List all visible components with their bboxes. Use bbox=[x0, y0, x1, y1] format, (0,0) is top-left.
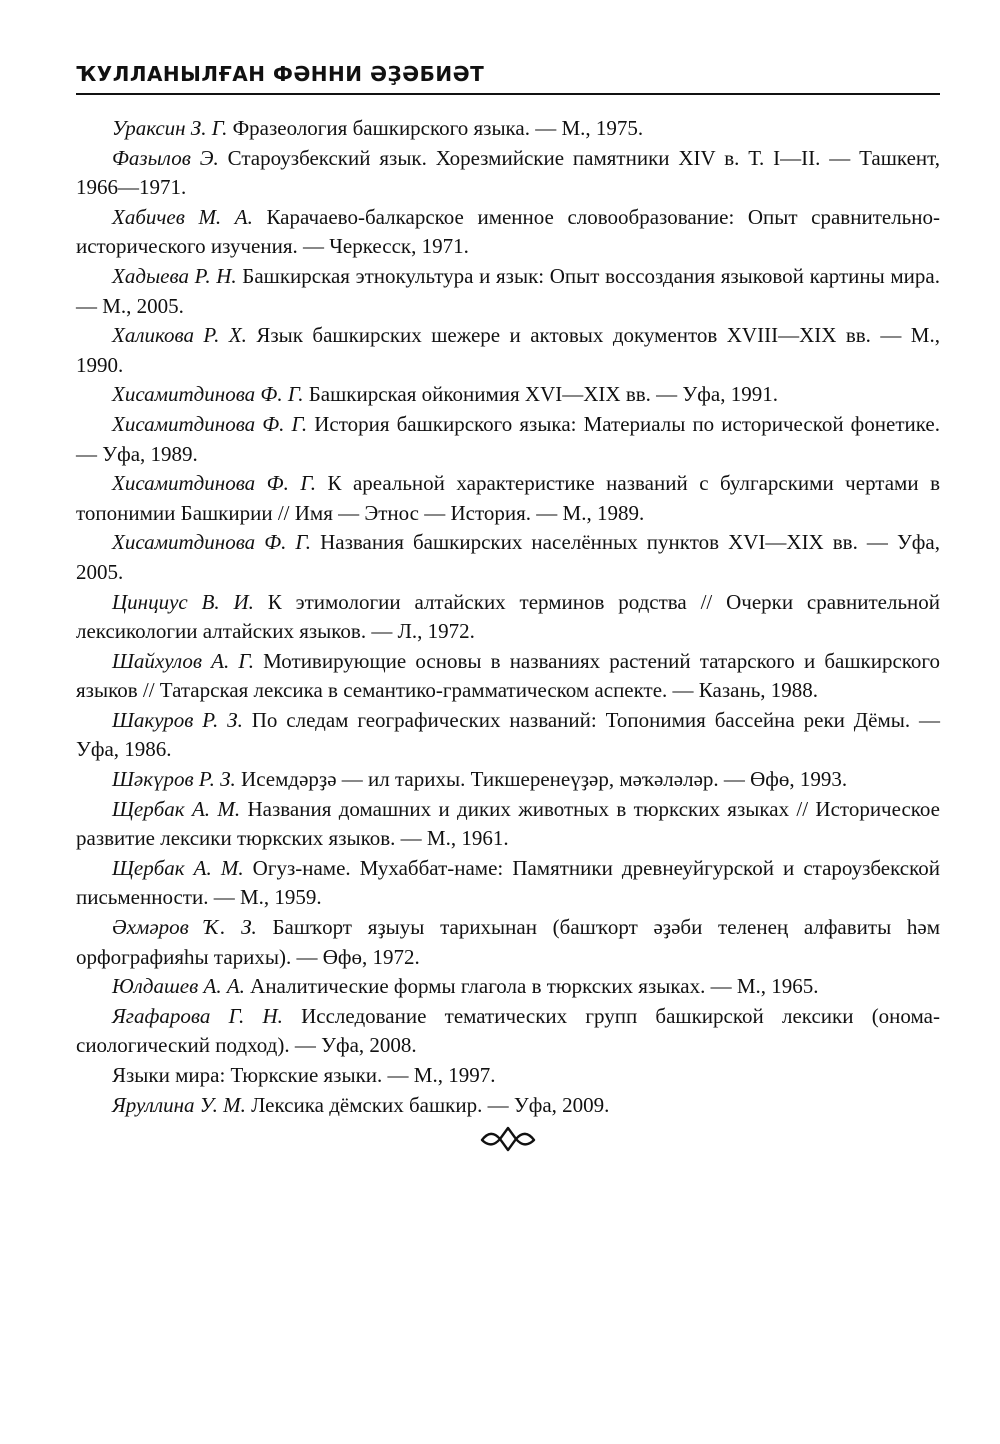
reference-text: Язык башкирских шежере и актовых документов XVIII—XIX вв. — М., 1990. bbox=[76, 323, 940, 377]
reference-item bbox=[76, 588, 940, 647]
reference-text: История башкирского языка: Материалы по исторической фонетике. — Уфа, 1989. bbox=[76, 411, 940, 466]
reference-item bbox=[76, 1061, 940, 1091]
reference-text: Башкирская этнокультура и язык: Опыт воссоздания языковой картины мира. — М., 2005. bbox=[76, 263, 940, 318]
reference-item bbox=[76, 321, 940, 380]
reference-author: Шәкүров Р. З. bbox=[112, 767, 236, 792]
reference-author: Фазылов Э. bbox=[112, 145, 219, 170]
reference-item bbox=[76, 1091, 940, 1121]
reference-author: Шакуров Р. З. bbox=[112, 707, 243, 732]
reference-author: Хисамитдинова Ф. Г. bbox=[112, 471, 316, 496]
reference-author: Шайхулов А. Г. bbox=[112, 648, 254, 673]
reference-author: Щербак А. М. bbox=[112, 796, 241, 821]
reference-item bbox=[76, 1002, 940, 1061]
reference-text: К ареальной характеристике названий с булгарскими чертами в топонимии Башкирии // Имя — Этнос — История. — М., 1989. bbox=[76, 471, 940, 525]
reference-author: Юлдашев А. А. bbox=[112, 974, 245, 999]
reference-item bbox=[76, 380, 940, 410]
reference-author: Халикова Р. Х. bbox=[112, 323, 247, 348]
reference-text: Исемдәрҙә — ил тарихы. Тикшеренеүҙәр, мәҡәләләр. — Өфө, 1993. bbox=[235, 767, 848, 792]
reference-item bbox=[76, 528, 940, 587]
reference-item bbox=[76, 410, 940, 469]
reference-text: Названия башкирских населённых пунктов XVI—XIX вв. — Уфа, 2005. bbox=[76, 530, 940, 584]
page-header: ҠУЛЛАНЫЛҒАН ФӘННИ ӘҘӘБИӘТ bbox=[76, 62, 485, 86]
reference-list bbox=[76, 114, 940, 1120]
reference-text: Исследование тематических групп башкирской лексики (ономасиологический подход). — Уфа, 2008. bbox=[76, 1003, 940, 1058]
header-rule bbox=[76, 93, 940, 95]
reference-author: Щербак А. М. bbox=[112, 855, 244, 880]
reference-text: Башкирская ойконимия XVI—XIX вв. — Уфа, 1991. bbox=[303, 382, 778, 407]
reference-text: Лексика дёмских башкир. — Уфа, 2009. bbox=[245, 1092, 610, 1117]
reference-author: Цинциус В. И. bbox=[112, 589, 254, 614]
reference-item bbox=[76, 765, 940, 795]
reference-item bbox=[76, 469, 940, 528]
reference-author: Ягафарова Г. Н. bbox=[112, 1003, 283, 1028]
reference-text: Фразеология башкирского языка. — М., 1975. bbox=[227, 116, 644, 140]
reference-text: Огуз-наме. Мухаббат-наме: Памятники древнеуйгурской и староузбекской письменности. — М., 1959. bbox=[76, 855, 940, 910]
reference-author: Ураксин З. Г. bbox=[112, 116, 228, 140]
reference-text: Карачаево-балкарское именное словообразование: Опыт сравнительно-исторического изучения. — Черкесск, 1971. bbox=[76, 204, 940, 259]
reference-item bbox=[76, 203, 940, 262]
reference-item bbox=[76, 647, 940, 706]
reference-author: Хабичев М. А. bbox=[112, 204, 253, 229]
reference-author: Хисамитдинова Ф. Г. bbox=[112, 530, 312, 555]
reference-text: Аналитические формы глагола в тюркских языках. — М., 1965. bbox=[244, 974, 819, 999]
reference-text: Названия домашних и диких животных в тюркских языках // Историческое развитие лексики тюркских языков. — М., 1961. bbox=[76, 796, 941, 851]
reference-text: Мотивирующие основы в названиях растений татарского и башкирского языков // Татарская лексика в семантико-грамматическом аспекте. — Казань, 1988. bbox=[76, 648, 940, 703]
reference-text: Староузбекский язык. Хорезмийские памятники XIV в. Т. I—II. — Ташкент, 1966—1971. bbox=[76, 145, 940, 200]
reference-text: К этимологии алтайских терминов родства // Очерки сравнительной лексикологии алтайских языков. — Л., 1972. bbox=[76, 589, 940, 644]
ornament-icon bbox=[480, 1124, 536, 1154]
reference-item bbox=[76, 262, 940, 321]
reference-item bbox=[76, 972, 940, 1002]
reference-item bbox=[76, 114, 940, 144]
reference-item bbox=[76, 144, 940, 203]
reference-author: Хадыева Р. Н. bbox=[112, 263, 237, 288]
reference-text: Языки мира: Тюркские языки. — М., 1997. bbox=[112, 1063, 496, 1087]
reference-text: Башҡорт яҙыуы тарихынан (башҡорт әҙәби теленең алфавиты һәм орфографияһы тарихы). — Өфө, 1972. bbox=[76, 915, 940, 969]
reference-item bbox=[76, 913, 940, 972]
reference-item bbox=[76, 706, 940, 765]
reference-text: По следам географических названий: Топонимия бассейна реки Дёмы. — Уфа, 1986. bbox=[76, 707, 940, 762]
reference-author: Хисамитдинова Ф. Г. bbox=[112, 382, 304, 407]
reference-author: Әхмәров Ҡ. З. bbox=[112, 915, 257, 940]
reference-author: Хисамитдинова Ф. Г. bbox=[112, 411, 308, 436]
reference-item bbox=[76, 854, 940, 913]
reference-author: Яруллина У. М. bbox=[112, 1092, 246, 1117]
reference-item bbox=[76, 795, 940, 854]
